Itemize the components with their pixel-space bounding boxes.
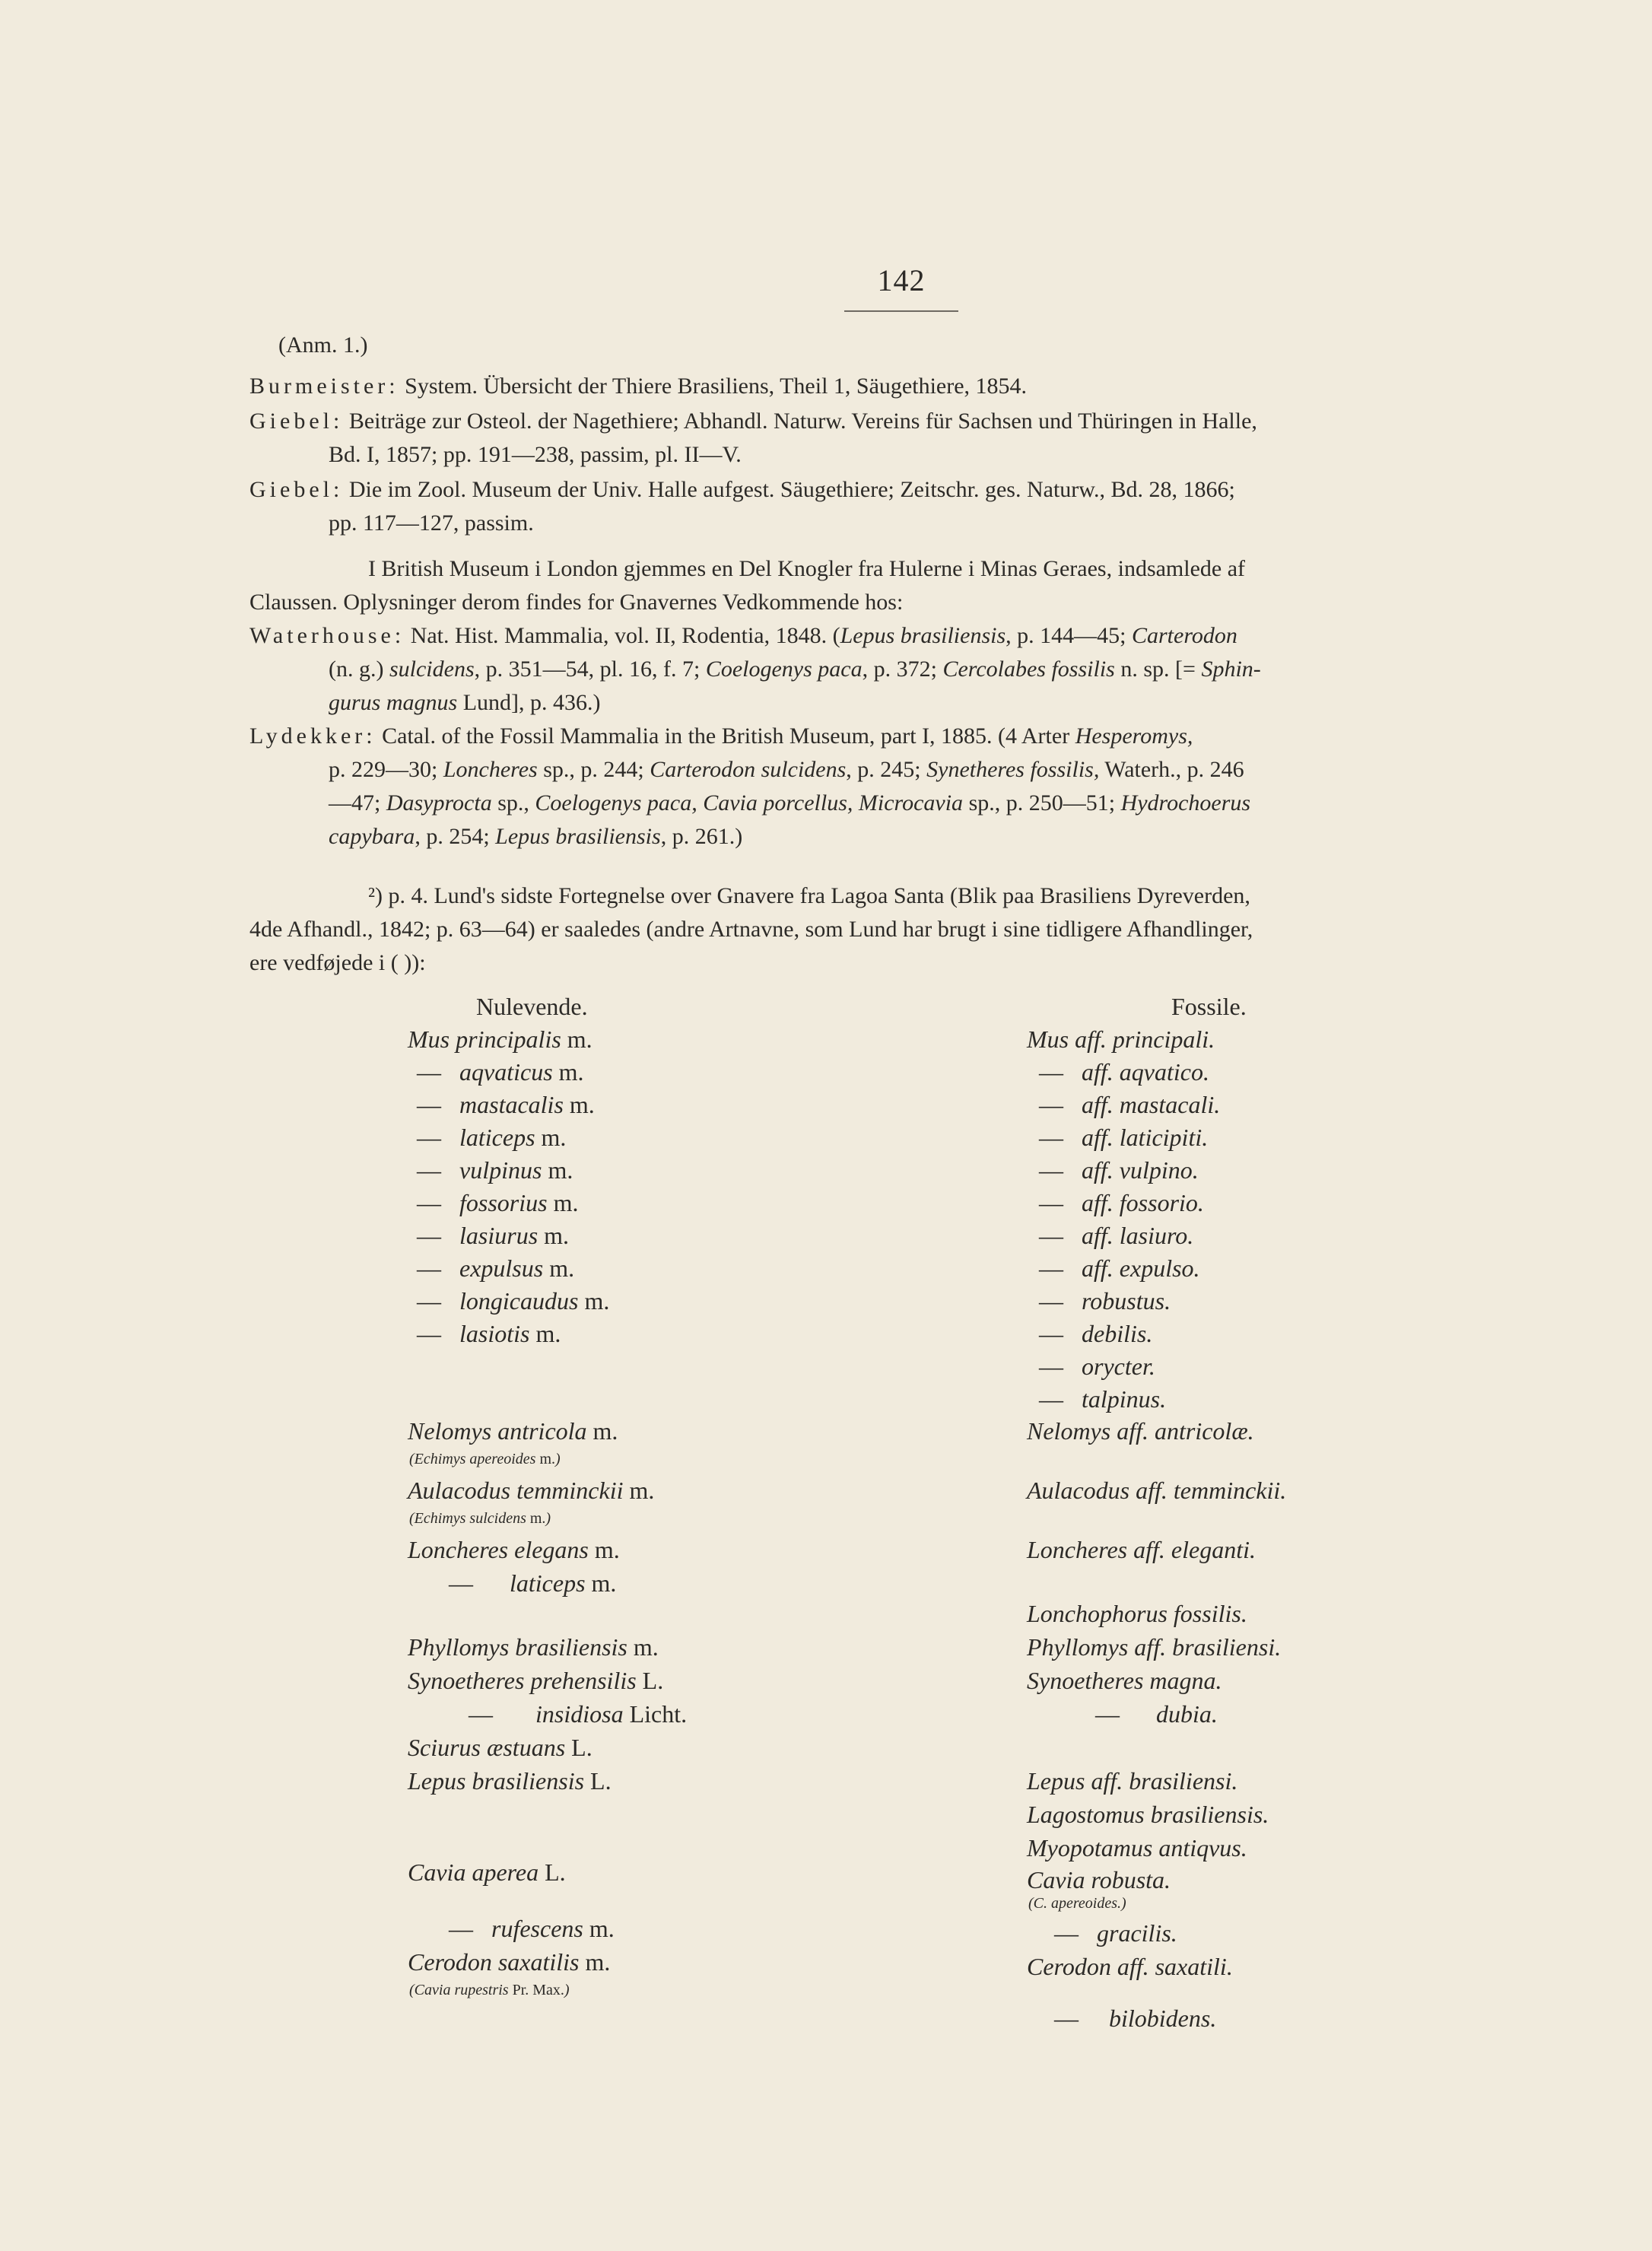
left-entry: Synoetheres prehensilis L.: [408, 1667, 664, 1694]
ref-text: Die im Zool. Museum der Univ. Halle aufgest. Säugethiere; Zeitschr. ges. Naturw., Bd. 28, 1866;: [348, 477, 1235, 502]
left-entry: Cerodon saxatilis m.: [408, 1948, 611, 1976]
left-entry: Phyllomys brasiliensis m.: [408, 1633, 659, 1661]
museum-para-line-1: I British Museum i London gjemmes en Del Knogler fra Hulerne i Minas Geraes, indsamlede af: [368, 556, 1246, 581]
left-entry: Cavia aperea L.: [408, 1858, 566, 1886]
right-entry: — orycter.: [1039, 1353, 1155, 1380]
right-entry: — aff. lasiuro.: [1039, 1222, 1194, 1249]
right-entry: — aff. laticipiti.: [1039, 1124, 1209, 1151]
ref-text: Beiträge zur Osteol. der Nagethiere; Abhandl. Naturw. Vereins für Sachsen und Thüringen in Halle,: [348, 409, 1257, 434]
right-entry: — gracilis.: [1054, 1919, 1177, 1947]
right-entry: — robustus.: [1039, 1287, 1171, 1315]
ref-text: System. Übersicht der Thiere Brasiliens, Theil 1, Säugethiere, 1854.: [405, 374, 1028, 399]
ref-waterhouse-line-2: (n. g.) sulcidens, p. 351—54, pl. 16, f. 7; Coelogenys paca, p. 372; Cercolabes fossilis n. sp. [= Sphin-: [329, 657, 1261, 682]
left-synonym: (Echimys apereoides m.): [409, 1451, 561, 1467]
ref-lydekker-line-4: capybara, p. 254; Lepus brasiliensis, p. 261.): [329, 824, 743, 849]
right-entry: Synoetheres magna.: [1027, 1667, 1222, 1694]
left-entry: Mus principalis m.: [408, 1025, 592, 1053]
right-entry: — aff. aqvatico.: [1039, 1058, 1209, 1086]
left-synonym: (Cavia rupestris Pr. Max.): [409, 1982, 570, 1998]
ref-giebel-1: [249, 408, 1257, 435]
right-entry: — aff. fossorio.: [1039, 1189, 1204, 1216]
ref-author: Waterhouse:: [249, 623, 405, 648]
right-entry: — aff. expulso.: [1039, 1254, 1200, 1282]
right-entry: — bilobidens.: [1054, 2005, 1217, 2032]
right-entry: — talpinus.: [1039, 1385, 1167, 1413]
left-entry: — insidiosa Licht.: [469, 1700, 688, 1728]
right-entry: — aff. vulpino.: [1039, 1156, 1199, 1184]
right-entry: — debilis.: [1039, 1320, 1153, 1347]
ref-burmeister: [249, 373, 1027, 400]
left-entry: — lasiotis m.: [417, 1320, 561, 1347]
right-entry: Aulacodus aff. temminckii.: [1027, 1477, 1287, 1504]
right-entry: Lagostomus brasiliensis.: [1027, 1801, 1269, 1828]
left-entry: — laticeps m.: [417, 1124, 567, 1151]
right-entry: — dubia.: [1095, 1700, 1218, 1728]
right-entry: Mus aff. principali.: [1027, 1025, 1215, 1053]
ref-waterhouse-line-3: gurus magnus Lund], p. 436.): [329, 690, 601, 715]
left-entry: — longicaudus m.: [417, 1287, 610, 1315]
right-entry: Myopotamus antiqvus.: [1027, 1834, 1247, 1862]
note-2-line-2: 4de Afhandl., 1842; p. 63—64) er saaledes (andre Artnavne, som Lund har brugt i sine tidligere Afhandlinger,: [249, 917, 1253, 942]
column-heading-fossil: Fossile.: [1171, 993, 1247, 1020]
right-entry: Phyllomys aff. brasiliensi.: [1027, 1633, 1282, 1661]
note-2-line-3: ere vedføjede i ( )):: [249, 950, 426, 975]
ref-giebel-2: [249, 476, 1235, 504]
ref-lydekker-line-3: —47; Dasyprocta sp., Coelogenys paca, Cavia porcellus, Microcavia sp., p. 250—51; Hydrochoerus: [329, 790, 1251, 816]
left-entry: Nelomys antricola m.: [408, 1417, 618, 1445]
right-entry: Lepus aff. brasiliensi.: [1027, 1767, 1238, 1795]
left-entry: — expulsus m.: [417, 1254, 575, 1282]
ref-author: Lydekker:: [249, 723, 376, 749]
note-2-line-1: ²) p. 4. Lund's sidste Fortegnelse over Gnavere fra Lagoa Santa (Blik paa Brasiliens Dyreverden,: [368, 883, 1250, 908]
left-entry: — mastacalis m.: [417, 1091, 595, 1118]
ref-giebel-1-cont: Bd. I, 1857; pp. 191—238, passim, pl. II—V.: [329, 442, 742, 467]
museum-para-line-2: Claussen. Oplysninger derom findes for Gnavernes Vedkommende hos:: [249, 590, 904, 615]
left-entry: Lepus brasiliensis L.: [408, 1767, 612, 1795]
left-entry: Sciurus æstuans L.: [408, 1734, 592, 1761]
right-synonym: (C. apereoides.): [1028, 1895, 1126, 1912]
right-entry: — aff. mastacali.: [1039, 1091, 1221, 1118]
page-number: 142: [877, 263, 926, 297]
column-heading-living: Nulevende.: [476, 993, 588, 1020]
right-entry: Cerodon aff. saxatili.: [1027, 1953, 1233, 1980]
left-entry: Loncheres elegans m.: [408, 1536, 620, 1563]
right-entry: Cavia robusta.: [1027, 1866, 1171, 1893]
ref-giebel-2-cont: pp. 117—127, passim.: [329, 510, 534, 536]
page-number-rule: [844, 310, 958, 312]
left-entry: — lasiurus m.: [417, 1222, 570, 1249]
ref-author: Burmeister:: [249, 374, 399, 399]
ref-lydekker-line-2: p. 229—30; Loncheres sp., p. 244; Carterodon sulcidens, p. 245; Synetheres fossilis, Waterh., p. 246: [329, 757, 1244, 782]
left-entry: — rufescens m.: [449, 1915, 615, 1942]
right-entry: Lonchophorus fossilis.: [1027, 1600, 1247, 1627]
ref-waterhouse: Waterhouse: Nat. Hist. Mammalia, vol. II, Rodentia, 1848. (Lepus brasiliensis, p. 144—45; Carterodon: [249, 623, 1237, 648]
left-entry: Aulacodus temminckii m.: [408, 1477, 655, 1504]
ref-lydekker: Lydekker: Catal. of the Fossil Mammalia in the British Museum, part I, 1885. (4 Arter Hesperomys,: [249, 723, 1193, 749]
left-entry: — aqvaticus m.: [417, 1058, 584, 1086]
ref-author: Giebel:: [249, 477, 344, 502]
anm-label: (Anm. 1.): [278, 332, 368, 358]
left-synonym: (Echimys sulcidens m.): [409, 1510, 551, 1527]
right-entry: Nelomys aff. antricolæ.: [1027, 1417, 1254, 1445]
right-entry: Loncheres aff. eleganti.: [1027, 1536, 1256, 1563]
left-entry: — laticeps m.: [449, 1569, 617, 1597]
left-entry: — vulpinus m.: [417, 1156, 573, 1184]
left-entry: — fossorius m.: [417, 1189, 579, 1216]
ref-author: Giebel:: [249, 409, 344, 434]
